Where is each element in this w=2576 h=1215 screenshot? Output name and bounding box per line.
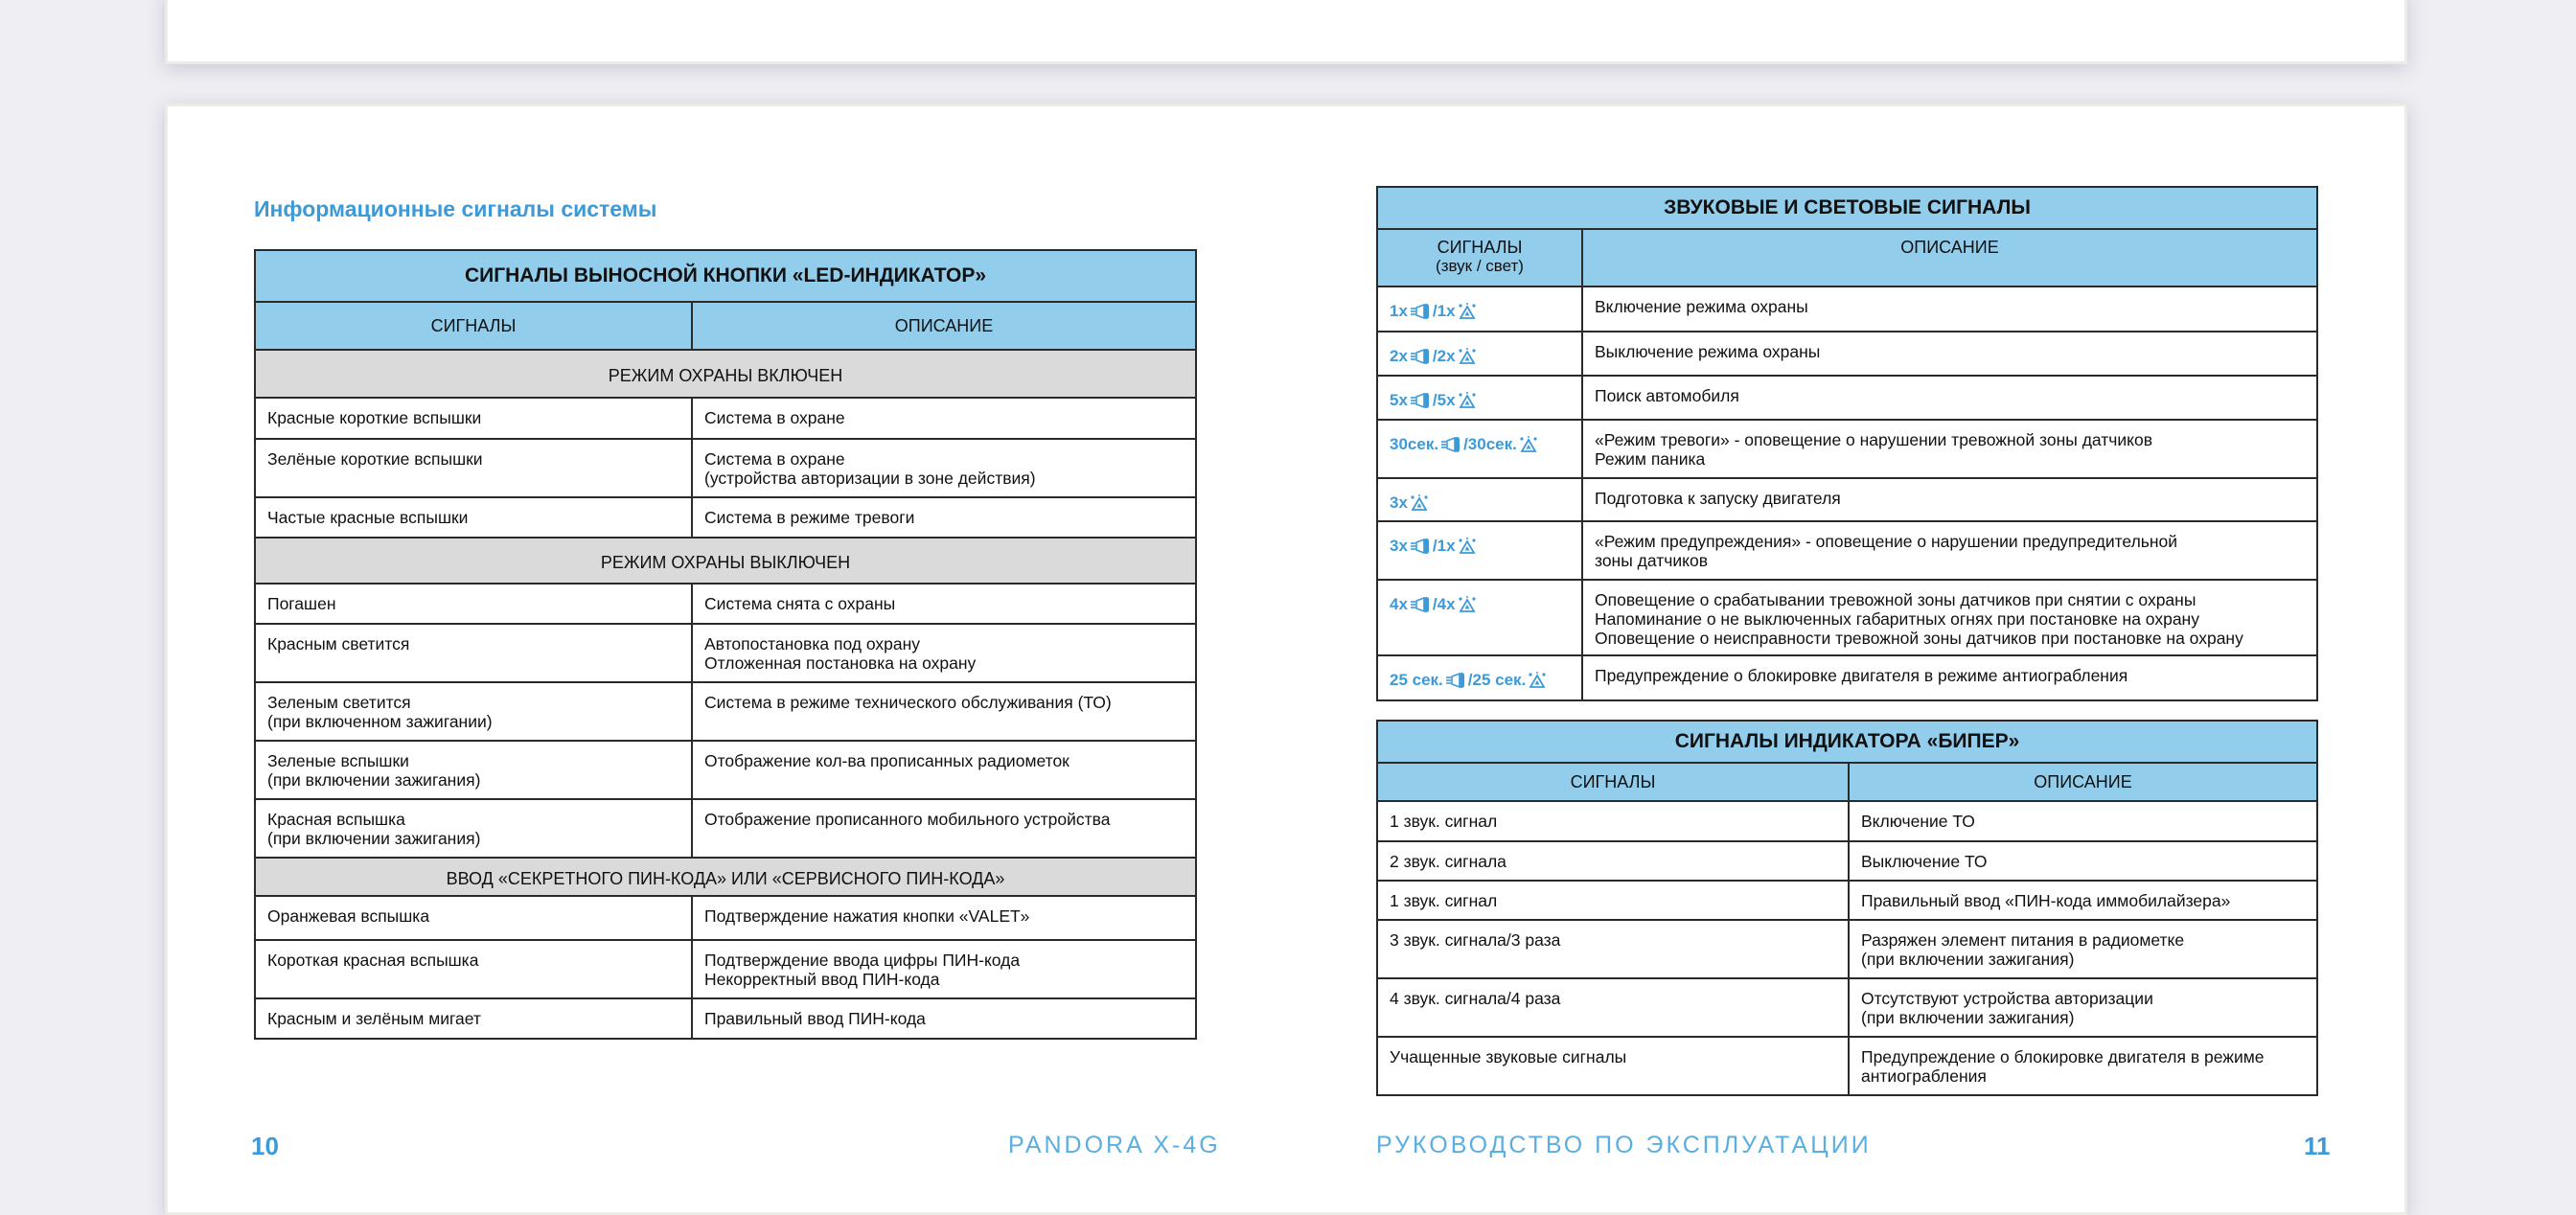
signal-cell xyxy=(1377,655,1582,700)
signal-cell xyxy=(1377,420,1582,478)
table-row xyxy=(255,940,1196,998)
header-subline: (звук / свет) xyxy=(1436,257,1524,275)
table-title: СИГНАЛЫ ИНДИКАТОРА «БИПЕР» xyxy=(1377,721,2317,763)
signal-code xyxy=(1390,493,1429,513)
description-cell xyxy=(1849,1037,2317,1095)
description-cell xyxy=(692,439,1196,497)
table-row xyxy=(255,439,1196,497)
hazard-light-icon xyxy=(1458,596,1477,613)
signal-code xyxy=(1390,391,1477,410)
signal-cell: Зелёные короткие вспышки xyxy=(255,439,692,497)
signal-cell xyxy=(1377,287,1582,332)
description-line: Подготовка к запуску двигателя xyxy=(1595,489,1841,508)
signal-cell xyxy=(255,741,692,799)
page-number-right: 11 xyxy=(2304,1132,2331,1160)
description-cell: Правильный ввод «ПИН-кода иммобилайзера» xyxy=(1849,881,2317,920)
signal-cell xyxy=(1377,521,1582,580)
column-header-description: ОПИСАНИЕ xyxy=(1849,763,2317,801)
signal-cell: Красные короткие вспышки xyxy=(255,398,692,439)
description-line: Включение режима охраны xyxy=(1595,297,1808,316)
description-line: «Режим тревоги» - оповещение о нарушении тревожной зоны датчиков xyxy=(1595,430,2153,449)
description-cell xyxy=(1582,376,2317,420)
sound-light-signals-table xyxy=(1376,186,2318,701)
sound-count: 2x xyxy=(1390,347,1408,365)
column-header-description: ОПИСАНИЕ xyxy=(1582,229,2317,287)
signal-line: (при включении зажигания) xyxy=(267,770,481,790)
table-row xyxy=(1377,920,2317,978)
description-cell xyxy=(1582,655,2317,700)
description-line: Поиск автомобиля xyxy=(1595,386,1739,405)
horn-icon xyxy=(1410,348,1431,365)
description-line: «Режим предупреждения» - оповещение о нарушении предупредительной xyxy=(1595,532,2178,551)
header-line: СИГНАЛЫ xyxy=(1437,238,1523,257)
signal-cell xyxy=(255,682,692,741)
table-row xyxy=(255,741,1196,799)
table-row xyxy=(1377,801,2317,841)
signal-code xyxy=(1390,302,1477,321)
table-row xyxy=(1377,521,2317,580)
beeper-signals-table xyxy=(1376,720,2318,1096)
description-cell: Система в охране xyxy=(692,398,1196,439)
table-row xyxy=(255,497,1196,538)
signal-cell: Учащенные звуковые сигналы xyxy=(1377,1037,1849,1095)
column-header-signals xyxy=(1377,229,1582,287)
description-line: Предупреждение о блокировке двигателя в режиме антиограбления xyxy=(1595,666,2128,685)
horn-icon xyxy=(1410,538,1431,555)
page-number-left: 10 xyxy=(251,1132,279,1160)
table-row xyxy=(255,896,1196,940)
signal-cell xyxy=(1377,332,1582,376)
table-row xyxy=(1377,332,2317,376)
table-row xyxy=(1377,287,2317,332)
description-line: Отложенная постановка на охрану xyxy=(704,653,977,673)
description-cell: Система снята с охраны xyxy=(692,584,1196,624)
table-row xyxy=(255,584,1196,624)
horn-icon xyxy=(1410,392,1431,409)
sound-count: 1x xyxy=(1390,302,1408,320)
signal-cell: Короткая красная вспышка xyxy=(255,940,692,998)
signal-cell xyxy=(255,799,692,858)
sound-count: 5x xyxy=(1390,391,1408,409)
description-line: Оповещение о неисправности тревожной зоны датчиков при постановке на охрану xyxy=(1595,629,2243,648)
section-heading: Информационные сигналы системы xyxy=(254,196,657,221)
table-row xyxy=(255,799,1196,858)
description-line: Система в охране xyxy=(704,449,845,469)
signal-line: (при включении зажигания) xyxy=(267,829,481,848)
horn-icon xyxy=(1445,672,1466,689)
table-row xyxy=(1377,478,2317,521)
description-cell xyxy=(1582,420,2317,478)
table-row xyxy=(1377,1037,2317,1095)
table-row xyxy=(1377,978,2317,1037)
light-count: /30сек. xyxy=(1463,435,1517,453)
signal-code xyxy=(1390,595,1477,614)
description-line: (при включении зажигания) xyxy=(1861,1008,2075,1027)
description-line: Выключение режима охраны xyxy=(1595,342,1821,361)
description-line: Некорректный ввод ПИН-кода xyxy=(704,970,940,989)
description-cell: Отображение прописанного мобильного устройства xyxy=(692,799,1196,858)
horn-icon xyxy=(1410,303,1431,320)
light-count: /4x xyxy=(1432,595,1456,613)
light-count: /5x xyxy=(1432,391,1456,409)
table-row xyxy=(255,682,1196,741)
light-count: 3x xyxy=(1390,493,1408,512)
description-line: (при включении зажигания) xyxy=(1861,950,2075,969)
horn-icon xyxy=(1410,596,1431,613)
description-line: Оповещение о срабатывании тревожной зоны датчиков при снятии с охраны xyxy=(1595,590,2196,609)
table-row xyxy=(255,624,1196,682)
description-cell xyxy=(1582,521,2317,580)
signal-cell xyxy=(1377,580,1582,655)
signal-code xyxy=(1390,537,1477,556)
table-row xyxy=(1377,881,2317,920)
description-cell xyxy=(692,624,1196,682)
hazard-light-icon xyxy=(1410,494,1429,512)
table-row xyxy=(255,998,1196,1039)
description-cell: Отображение кол-ва прописанных радиометок xyxy=(692,741,1196,799)
description-line: зоны датчиков xyxy=(1595,551,1709,570)
description-cell xyxy=(692,940,1196,998)
sound-count: 3x xyxy=(1390,537,1408,555)
signal-cell: 1 звук. сигнал xyxy=(1377,801,1849,841)
hazard-light-icon xyxy=(1528,672,1547,689)
description-line: Предупреждение о блокировке двигателя в режиме xyxy=(1861,1047,2265,1066)
light-count: /1x xyxy=(1432,537,1456,555)
hazard-light-icon xyxy=(1458,348,1477,365)
signal-cell: Красным и зелёным мигает xyxy=(255,998,692,1039)
signal-cell: 2 звук. сигнала xyxy=(1377,841,1849,881)
signal-line: Зеленым светится xyxy=(267,693,411,712)
signal-code xyxy=(1390,435,1538,454)
signal-cell: Погашен xyxy=(255,584,692,624)
light-count: /2x xyxy=(1432,347,1456,365)
description-cell: Выключение ТО xyxy=(1849,841,2317,881)
signal-cell xyxy=(1377,478,1582,521)
description-line: Напоминание о не выключенных габаритных огнях при постановке на охрану xyxy=(1595,609,2199,629)
description-line: Отсутствуют устройства авторизации xyxy=(1861,989,2153,1008)
description-line: антиограбления xyxy=(1861,1066,1987,1086)
signal-cell: 1 звук. сигнал xyxy=(1377,881,1849,920)
footer-manual-title: РУКОВОДСТВО ПО ЭКСПЛУАТАЦИИ xyxy=(1376,1132,1872,1158)
light-count: /1x xyxy=(1432,302,1456,320)
table-row xyxy=(1377,376,2317,420)
column-header-description: ОПИСАНИЕ xyxy=(692,302,1196,350)
description-line: Автопостановка под охрану xyxy=(704,634,921,653)
description-cell: Система в режиме тревоги xyxy=(692,497,1196,538)
description-cell xyxy=(1582,287,2317,332)
description-cell xyxy=(1849,920,2317,978)
signal-cell: Красным светится xyxy=(255,624,692,682)
column-header-signals: СИГНАЛЫ xyxy=(255,302,692,350)
description-line: Разряжен элемент питания в радиометке xyxy=(1861,930,2185,950)
description-cell: Включение ТО xyxy=(1849,801,2317,841)
sound-count: 25 сек. xyxy=(1390,671,1443,689)
description-cell xyxy=(1582,580,2317,655)
led-indicator-table xyxy=(254,249,1197,1040)
table-row xyxy=(1377,841,2317,881)
table-row xyxy=(1377,420,2317,478)
section-header: РЕЖИМ ОХРАНЫ ВЫКЛЮЧЕН xyxy=(255,538,1196,584)
section-header: ВВОД «СЕКРЕТНОГО ПИН-КОДА» ИЛИ «СЕРВИСНОГО ПИН-КОДА» xyxy=(255,858,1196,896)
signal-code xyxy=(1390,347,1477,366)
signal-line: Зеленые вспышки xyxy=(267,751,409,770)
signal-cell: Оранжевая вспышка xyxy=(255,896,692,940)
table-row xyxy=(1377,655,2317,700)
column-header-signals: СИГНАЛЫ xyxy=(1377,763,1849,801)
horn-icon xyxy=(1440,436,1461,453)
hazard-light-icon xyxy=(1458,538,1477,555)
description-line: (устройства авторизации в зоне действия) xyxy=(704,469,1036,488)
signal-code xyxy=(1390,671,1547,690)
sound-count: 30сек. xyxy=(1390,435,1439,453)
description-line: Режим паника xyxy=(1595,449,1706,469)
description-cell: Подтверждение нажатия кнопки «VALET» xyxy=(692,896,1196,940)
hazard-light-icon xyxy=(1458,392,1477,409)
signal-cell: 4 звук. сигнала/4 раза xyxy=(1377,978,1849,1037)
hazard-light-icon xyxy=(1519,436,1538,453)
signal-cell xyxy=(1377,376,1582,420)
description-cell: Система в режиме технического обслуживания (ТО) xyxy=(692,682,1196,741)
table-row xyxy=(1377,580,2317,655)
table-row xyxy=(255,398,1196,439)
signal-cell: Частые красные вспышки xyxy=(255,497,692,538)
hazard-light-icon xyxy=(1458,303,1477,320)
signal-cell: 3 звук. сигнала/3 раза xyxy=(1377,920,1849,978)
description-cell xyxy=(1582,478,2317,521)
description-cell xyxy=(1849,978,2317,1037)
description-line: Подтверждение ввода цифры ПИН-кода xyxy=(704,951,1021,970)
footer-product-name: PANDORA X-4G xyxy=(1008,1132,1221,1158)
light-count: /25 сек. xyxy=(1467,671,1527,689)
sound-count: 4x xyxy=(1390,595,1408,613)
description-cell: Правильный ввод ПИН-кода xyxy=(692,998,1196,1039)
signal-line: Красная вспышка xyxy=(267,810,405,829)
section-header: РЕЖИМ ОХРАНЫ ВКЛЮЧЕН xyxy=(255,350,1196,398)
table-title: ЗВУКОВЫЕ И СВЕТОВЫЕ СИГНАЛЫ xyxy=(1377,187,2317,229)
signal-line: (при включенном зажигании) xyxy=(267,712,493,731)
description-cell xyxy=(1582,332,2317,376)
previous-page xyxy=(165,0,2407,64)
table-title: СИГНАЛЫ ВЫНОСНОЙ КНОПКИ «LED-ИНДИКАТОР» xyxy=(255,250,1196,302)
